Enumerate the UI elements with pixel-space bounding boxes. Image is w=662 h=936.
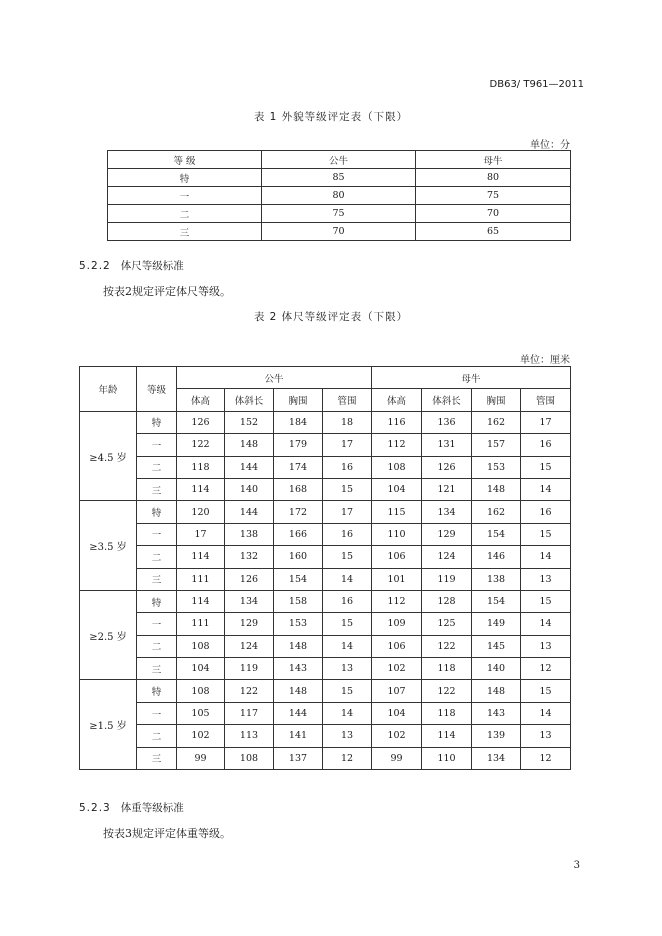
table-cell: 157 — [472, 434, 521, 456]
grade-cell: 特 — [137, 501, 177, 523]
table-cell: 16 — [323, 523, 372, 545]
table-cell: 112 — [372, 590, 422, 612]
measure-header: 体斜长 — [225, 389, 274, 411]
table-cell: 115 — [372, 501, 422, 523]
section-title: 体重等级标准 — [120, 802, 184, 814]
table-row — [108, 205, 571, 223]
table-cell: 108 — [225, 747, 274, 769]
age-group-cell: ≥3.5 岁 — [80, 501, 137, 591]
table-cell: 104 — [177, 658, 225, 680]
section-5-2-3-text: 按表3规定评定体重等级。 — [103, 827, 231, 840]
table-cell: 158 — [274, 590, 323, 612]
table-cell: 174 — [274, 456, 323, 478]
grade-cell: 二 — [137, 456, 177, 478]
table-row — [80, 590, 571, 612]
table-cell: 138 — [225, 523, 274, 545]
grade-cell: 特 — [137, 680, 177, 702]
grade-cell: 二 — [137, 725, 177, 747]
section-title: 体尺等级标准 — [120, 260, 184, 272]
table-row — [108, 187, 571, 205]
table-cell: 126 — [422, 456, 472, 478]
table-cell: 15 — [323, 546, 372, 568]
table-cell: 131 — [422, 434, 472, 456]
table-cell: 二 — [108, 205, 262, 223]
table-cell: 162 — [472, 411, 521, 433]
section-number: 5.2.2 — [79, 260, 111, 272]
table-row — [108, 223, 571, 241]
table-cell: 14 — [521, 478, 571, 500]
grade-cell: 特 — [137, 590, 177, 612]
table-cell: 15 — [323, 613, 372, 635]
table-cell: 134 — [422, 501, 472, 523]
table-cell: 132 — [225, 546, 274, 568]
table-cell: 75 — [416, 187, 571, 205]
table-cell: 148 — [274, 635, 323, 657]
table-cell: 14 — [521, 546, 571, 568]
body-measurement-grade-table — [79, 366, 571, 770]
table-cell: 14 — [521, 613, 571, 635]
table-cell: 101 — [372, 568, 422, 590]
table-cell: 126 — [177, 411, 225, 433]
table-cell: 117 — [225, 702, 274, 724]
table-cell: 99 — [372, 747, 422, 769]
grade-cell: 一 — [137, 613, 177, 635]
table-cell: 168 — [274, 478, 323, 500]
table-cell: 124 — [225, 635, 274, 657]
table-cell: 70 — [416, 205, 571, 223]
table-cell: 108 — [177, 635, 225, 657]
table-cell: 15 — [521, 523, 571, 545]
table-cell: 144 — [225, 456, 274, 478]
table-cell: 15 — [521, 590, 571, 612]
table-cell: 17 — [177, 523, 225, 545]
table-cell: 119 — [422, 568, 472, 590]
table-cell: 17 — [323, 501, 372, 523]
bull-header: 公牛 — [177, 367, 372, 389]
table-cell: 112 — [372, 434, 422, 456]
table-cell: 148 — [472, 680, 521, 702]
table-cell: 113 — [225, 725, 274, 747]
table-cell: 118 — [177, 456, 225, 478]
table-cell: 70 — [262, 223, 416, 241]
table-cell: 149 — [472, 613, 521, 635]
table-cell: 108 — [372, 456, 422, 478]
grade-cell: 三 — [137, 658, 177, 680]
table-cell: 105 — [177, 702, 225, 724]
table-row — [80, 613, 571, 635]
table-cell: 80 — [416, 169, 571, 187]
grade-cell: 二 — [137, 635, 177, 657]
table-cell: 16 — [521, 501, 571, 523]
age-header: 年龄 — [80, 367, 137, 412]
table-cell: 99 — [177, 747, 225, 769]
table-cell: 80 — [262, 187, 416, 205]
table-cell: 136 — [422, 411, 472, 433]
table-cell: 118 — [422, 702, 472, 724]
table-cell: 152 — [225, 411, 274, 433]
page-number: 3 — [573, 860, 580, 871]
table-cell: 13 — [521, 725, 571, 747]
table-header-row — [108, 151, 571, 169]
grade-header: 等级 — [137, 367, 177, 412]
measure-header: 体高 — [177, 389, 225, 411]
table1-title: 表 1 外貌等级评定表（下限） — [253, 111, 409, 123]
measure-header: 体高 — [372, 389, 422, 411]
section-5-2-2-text: 按表2规定评定体尺等级。 — [103, 285, 231, 298]
table-cell: 14 — [323, 635, 372, 657]
grade-cell: 三 — [137, 568, 177, 590]
table-cell: 134 — [225, 590, 274, 612]
table1-unit: 单位：分 — [530, 140, 570, 151]
table-cell: 14 — [323, 702, 372, 724]
table-row — [80, 478, 571, 500]
table-cell: 15 — [323, 680, 372, 702]
table-cell: 85 — [262, 169, 416, 187]
table-cell: 154 — [472, 590, 521, 612]
table-cell: 17 — [323, 434, 372, 456]
table-cell: 12 — [323, 747, 372, 769]
table-cell: 13 — [521, 568, 571, 590]
table-cell: 143 — [274, 658, 323, 680]
table-cell: 122 — [177, 434, 225, 456]
measure-header: 体斜长 — [422, 389, 472, 411]
table-cell: 106 — [372, 546, 422, 568]
table-cell: 107 — [372, 680, 422, 702]
table-cell: 120 — [177, 501, 225, 523]
table-cell: 108 — [177, 680, 225, 702]
table-cell: 14 — [323, 568, 372, 590]
table2-title: 表 2 体尺等级评定表（下限） — [253, 311, 409, 323]
table-cell: 153 — [274, 613, 323, 635]
column-header: 等 级 — [108, 151, 262, 169]
table-cell: 143 — [472, 702, 521, 724]
table-cell: 15 — [521, 680, 571, 702]
table-cell: 122 — [225, 680, 274, 702]
table-cell: 153 — [472, 456, 521, 478]
table-cell: 特 — [108, 169, 262, 187]
table-row — [80, 725, 571, 747]
table-cell: 134 — [472, 747, 521, 769]
measure-header: 管围 — [323, 389, 372, 411]
table-cell: 106 — [372, 635, 422, 657]
table-row — [80, 635, 571, 657]
table-cell: 172 — [274, 501, 323, 523]
table-cell: 102 — [177, 725, 225, 747]
table-row — [80, 501, 571, 523]
table-cell: 104 — [372, 702, 422, 724]
table-cell: 12 — [521, 658, 571, 680]
table-row — [80, 546, 571, 568]
document-code: DB63/ T961—2011 — [489, 79, 584, 90]
table-row — [80, 523, 571, 545]
column-header: 母牛 — [416, 151, 571, 169]
table-cell: 16 — [323, 456, 372, 478]
grade-cell: 一 — [137, 702, 177, 724]
table-cell: 140 — [225, 478, 274, 500]
age-group-cell: ≥1.5 岁 — [80, 680, 137, 770]
table-cell: 129 — [225, 613, 274, 635]
table-row — [80, 456, 571, 478]
table-cell: 137 — [274, 747, 323, 769]
table-cell: 148 — [225, 434, 274, 456]
table-cell: 119 — [225, 658, 274, 680]
table-cell: 148 — [472, 478, 521, 500]
table-cell: 17 — [521, 411, 571, 433]
section-5-2-2-heading — [79, 258, 184, 273]
table-cell: 110 — [372, 523, 422, 545]
table-header-row — [80, 367, 571, 389]
table-cell: 65 — [416, 223, 571, 241]
grade-cell: 一 — [137, 434, 177, 456]
table-row — [80, 747, 571, 769]
table-cell: 102 — [372, 658, 422, 680]
table-row — [80, 680, 571, 702]
table-cell: 126 — [225, 568, 274, 590]
table-cell: 13 — [521, 635, 571, 657]
table-cell: 154 — [274, 568, 323, 590]
table-cell: 121 — [422, 478, 472, 500]
table-cell: 184 — [274, 411, 323, 433]
table-cell: 129 — [422, 523, 472, 545]
table-row — [80, 568, 571, 590]
grade-cell: 特 — [137, 411, 177, 433]
table-cell: 104 — [372, 478, 422, 500]
table-cell: 75 — [262, 205, 416, 223]
grade-cell: 二 — [137, 546, 177, 568]
table-cell: 122 — [422, 680, 472, 702]
table-cell: 139 — [472, 725, 521, 747]
section-number: 5.2.3 — [79, 802, 111, 814]
table-cell: 144 — [274, 702, 323, 724]
table-cell: 154 — [472, 523, 521, 545]
table-cell: 114 — [177, 546, 225, 568]
measure-header: 胸围 — [274, 389, 323, 411]
section-5-2-3-heading — [79, 800, 184, 815]
age-group-cell: ≥4.5 岁 — [80, 411, 137, 501]
table-cell: 102 — [372, 725, 422, 747]
table-cell: 114 — [422, 725, 472, 747]
measure-header: 管围 — [521, 389, 571, 411]
table-cell: 12 — [521, 747, 571, 769]
table2-unit: 单位：厘米 — [520, 355, 570, 366]
table-cell: 13 — [323, 658, 372, 680]
table-row — [80, 658, 571, 680]
table-cell: 16 — [323, 590, 372, 612]
table-cell: 111 — [177, 613, 225, 635]
table-cell: 三 — [108, 223, 262, 241]
table-cell: 116 — [372, 411, 422, 433]
table-cell: 一 — [108, 187, 262, 205]
table-cell: 122 — [422, 635, 472, 657]
table-cell: 13 — [323, 725, 372, 747]
table-cell: 114 — [177, 478, 225, 500]
table-cell: 140 — [472, 658, 521, 680]
table-cell: 18 — [323, 411, 372, 433]
age-group-cell: ≥2.5 岁 — [80, 590, 137, 680]
table-cell: 111 — [177, 568, 225, 590]
column-header: 公牛 — [262, 151, 416, 169]
table-cell: 148 — [274, 680, 323, 702]
table-cell: 145 — [472, 635, 521, 657]
cow-header: 母牛 — [372, 367, 571, 389]
measure-header: 胸围 — [472, 389, 521, 411]
table-cell: 166 — [274, 523, 323, 545]
table-cell: 128 — [422, 590, 472, 612]
table-cell: 14 — [521, 702, 571, 724]
table-row — [80, 702, 571, 724]
table-cell: 15 — [521, 456, 571, 478]
table-cell: 144 — [225, 501, 274, 523]
table-row — [108, 169, 571, 187]
grade-cell: 一 — [137, 523, 177, 545]
table-cell: 16 — [521, 434, 571, 456]
table-cell: 138 — [472, 568, 521, 590]
table-cell: 141 — [274, 725, 323, 747]
table-row — [80, 411, 571, 433]
grade-cell: 三 — [137, 747, 177, 769]
table-cell: 118 — [422, 658, 472, 680]
appearance-grade-table — [107, 150, 571, 241]
table-cell: 162 — [472, 501, 521, 523]
table-row — [80, 434, 571, 456]
table-cell: 125 — [422, 613, 472, 635]
table-cell: 179 — [274, 434, 323, 456]
table-cell: 110 — [422, 747, 472, 769]
table-cell: 160 — [274, 546, 323, 568]
grade-cell: 三 — [137, 478, 177, 500]
table-cell: 109 — [372, 613, 422, 635]
table-cell: 114 — [177, 590, 225, 612]
table-cell: 146 — [472, 546, 521, 568]
table-cell: 15 — [323, 478, 372, 500]
table-cell: 124 — [422, 546, 472, 568]
